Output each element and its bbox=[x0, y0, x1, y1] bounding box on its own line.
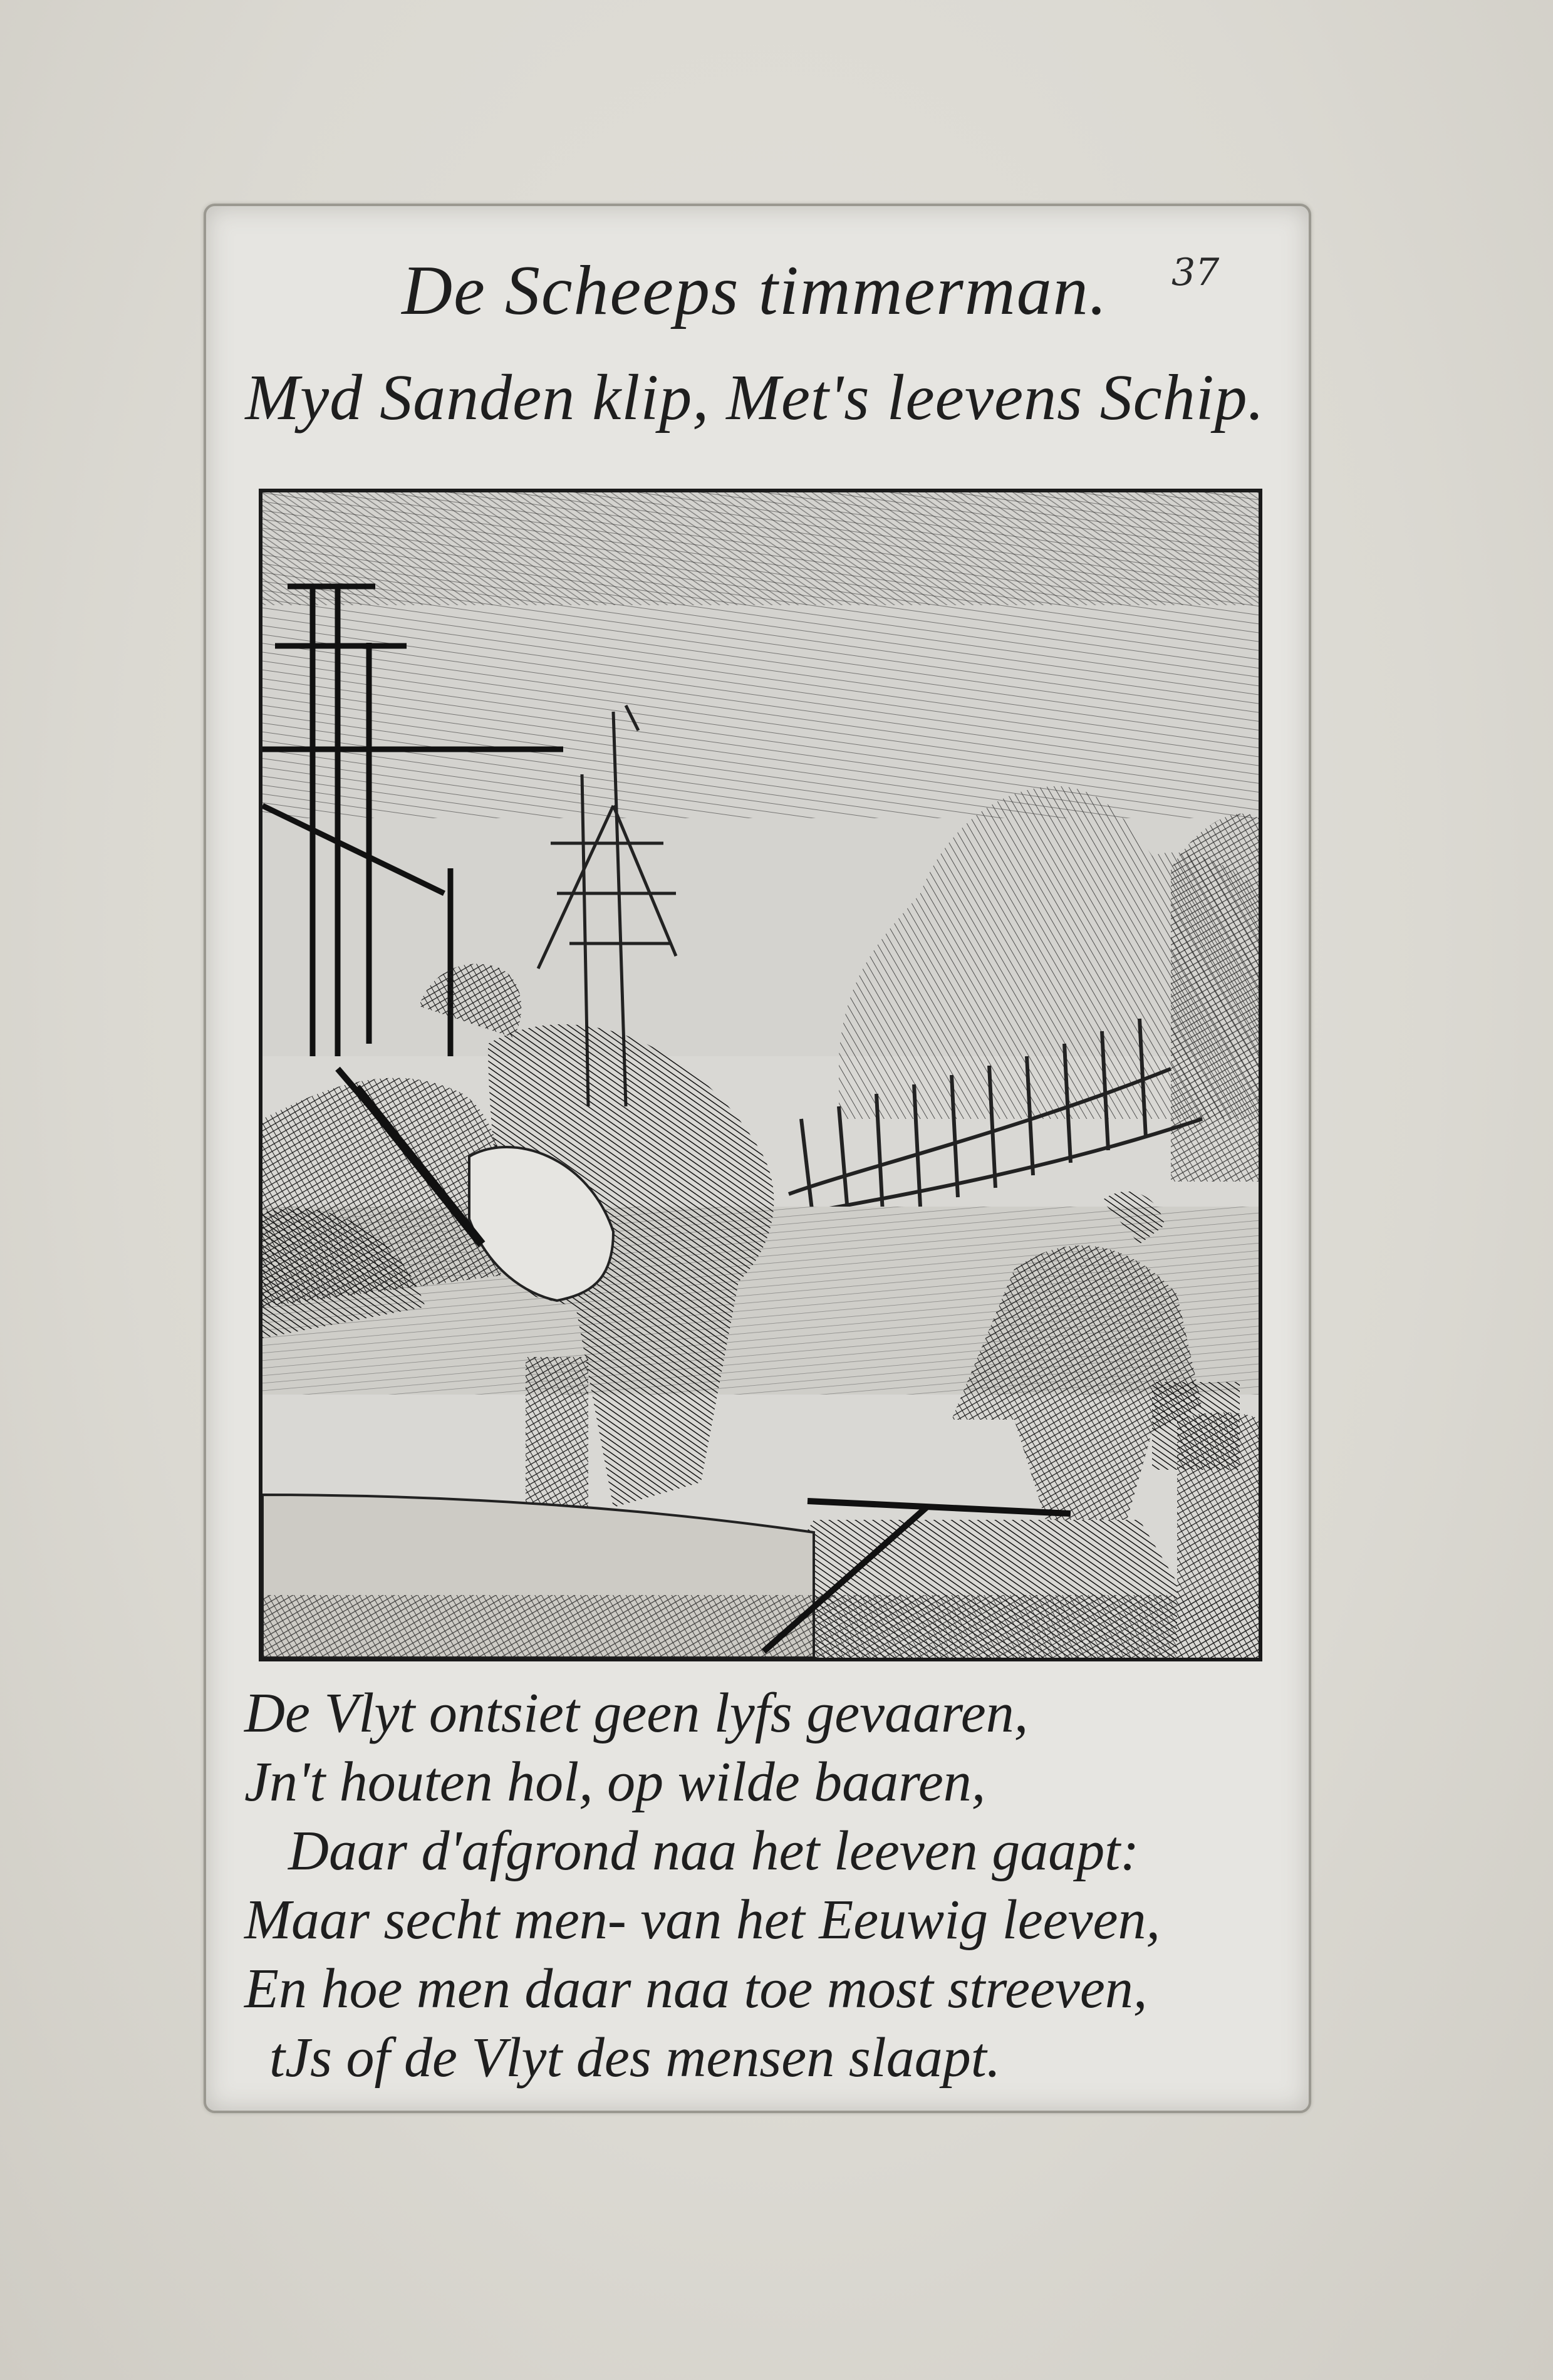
plate-title: De Scheeps timmerman. bbox=[402, 252, 1108, 330]
verse-block bbox=[244, 1679, 1284, 2092]
verse-line-3: Daar d'afgrond naa het leeven gaapt: bbox=[288, 1820, 1140, 1882]
verse-line-4: Maar secht men- van het Eeuwig leeven, bbox=[244, 1889, 1160, 1951]
verse-line-1: De Vlyt ontsiet geen lyfs gevaaren, bbox=[244, 1682, 1029, 1744]
engraving-svg bbox=[262, 492, 1259, 1658]
verse-line-6: tJs of de Vlyt des mensen slaapt. bbox=[269, 2027, 1001, 2089]
verse-line-2: Jn't houten hol, op wilde baaren, bbox=[244, 1751, 986, 1813]
plate-number: 37 bbox=[1171, 251, 1220, 294]
engraving-illustration bbox=[259, 489, 1262, 1661]
plate-motto: Myd Sanden klip, Met's leevens Schip. bbox=[245, 361, 1265, 434]
verse-line-5: En hoe men daar naa toe most streeven, bbox=[244, 1958, 1148, 2020]
